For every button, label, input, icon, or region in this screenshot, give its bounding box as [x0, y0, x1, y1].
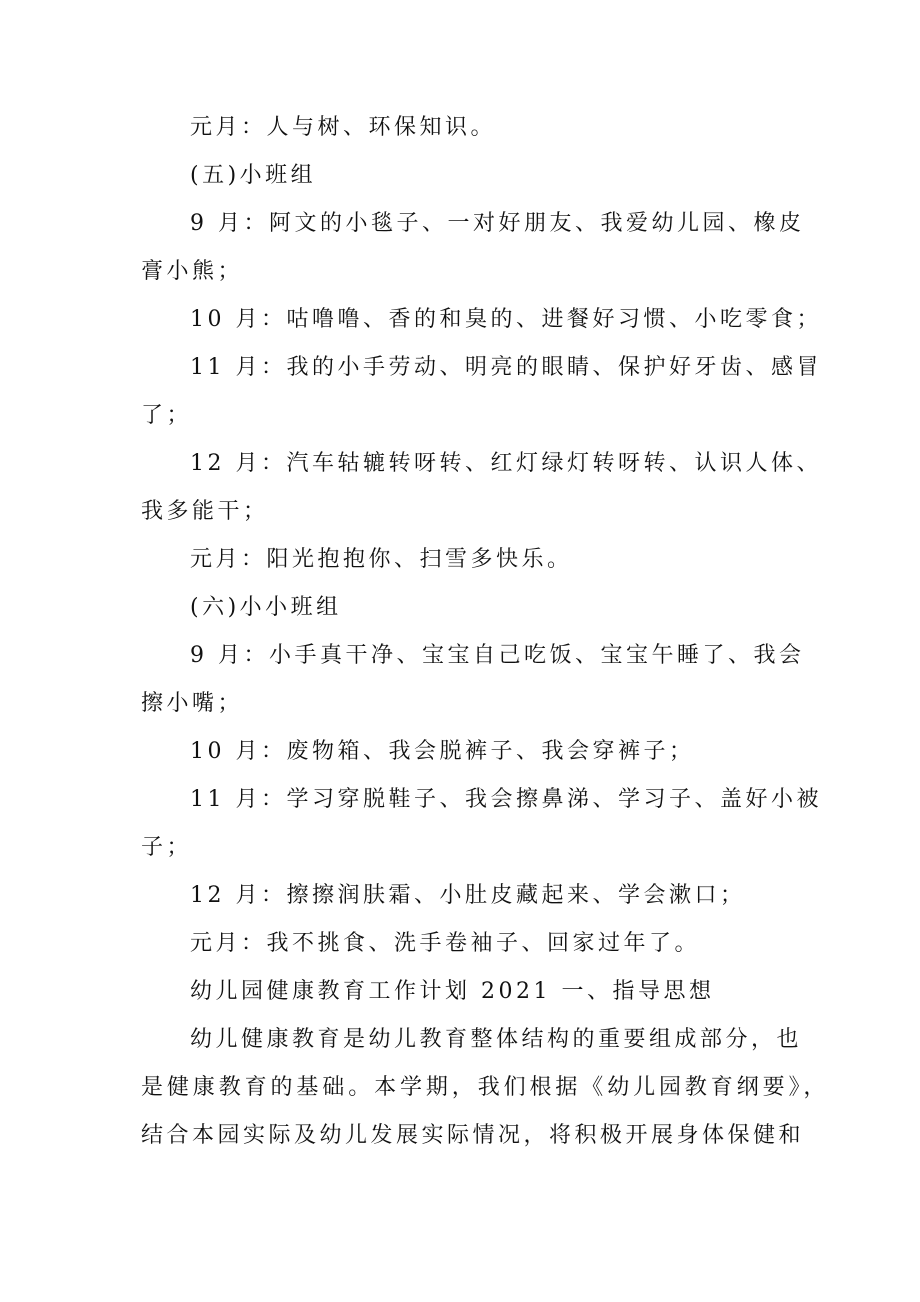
text-line: 元月：阳光抱抱你、扫雪多快乐。: [190, 547, 573, 572]
text-line: 膏小熊；: [141, 259, 244, 284]
text-line: 9 月：阿文的小毯子、一对好朋友、我爱幼儿园、橡皮: [190, 211, 805, 236]
text-line: 11 月：学习穿脱鞋子、我会擦鼻涕、学习子、盖好小被: [190, 787, 822, 812]
text-line: 12 月：擦擦润肤霜、小肚皮藏起来、学会漱口；: [190, 883, 746, 908]
section-heading: (五)小班组: [190, 163, 317, 188]
text-line: 擦小嘴；: [141, 691, 244, 716]
text-line: 10 月：废物箱、我会脱裤子、我会穿裤子；: [190, 739, 695, 764]
text-line: 结合本园实际及幼儿发展实际情况，将积极开展身体保健和: [141, 1123, 805, 1148]
text-line: 幼儿健康教育是幼儿教育整体结构的重要组成部分，也: [190, 1027, 803, 1052]
text-line: 11 月：我的小手劳动、明亮的眼睛、保护好牙齿、感冒: [190, 355, 822, 380]
text-line: 9 月：小手真干净、宝宝自己吃饭、宝宝午睡了、我会: [190, 643, 805, 668]
section-heading: (六)小小班组: [190, 595, 342, 620]
text-line: 是健康教育的基础。本学期，我们根据《幼儿园教育纲要》，: [141, 1075, 830, 1100]
text-line: 12 月：汽车轱辘转呀转、红灯绿灯转呀转、认识人体、: [190, 451, 822, 476]
text-line: 我多能干；: [141, 499, 269, 524]
text-line: 10 月：咕噜噜、香的和臭的、进餐好习惯、小吃零食；: [190, 307, 822, 332]
text-line: 元月：我不挑食、洗手卷袖子、回家过年了。: [190, 931, 701, 956]
text-line: 元月：人与树、环保知识。: [190, 115, 497, 140]
section-heading: 幼儿园健康教育工作计划 2021 一、指导思想: [190, 979, 715, 1004]
text-line: 子；: [141, 835, 193, 860]
text-line: 了；: [141, 403, 193, 428]
